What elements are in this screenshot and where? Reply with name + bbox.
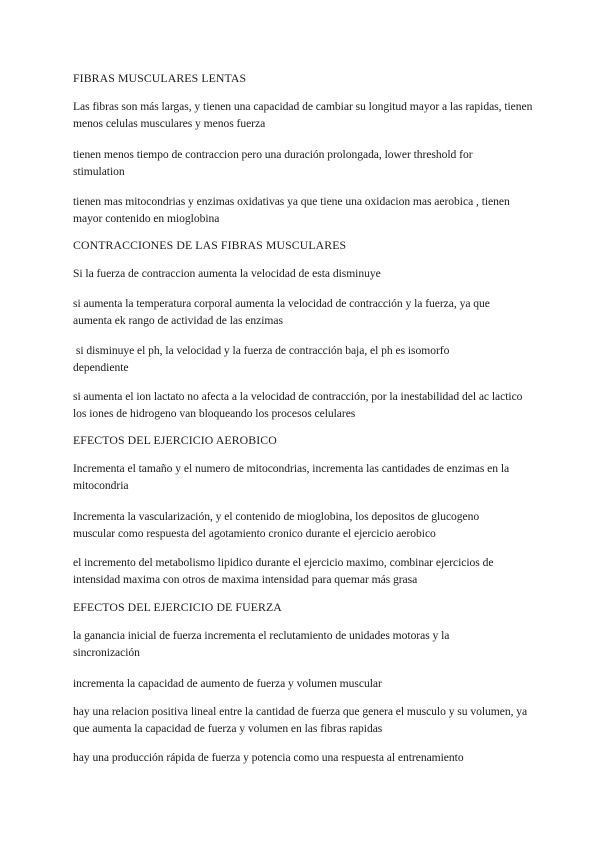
paragraph: hay una producción rápida de fuerza y potencia como una respuesta al entrenamiento bbox=[73, 751, 464, 764]
section-heading: FIBRAS MUSCULARES LENTAS bbox=[73, 71, 247, 85]
section-heading: EFECTOS DEL EJERCICIO DE FUERZA bbox=[73, 600, 282, 614]
paragraph: hay una relacion positiva lineal entre la cantidad de fuerza que genera el musculo y su volumen, ya que aumenta la capacidad de fuerza y volumen en las fibras rapidas bbox=[73, 705, 528, 735]
paragraph: incrementa la capacidad de aumento de fuerza y volumen muscular bbox=[73, 677, 382, 690]
paragraph: tienen menos tiempo de contraccion pero una duración prolongada, lower threshold for stimulation bbox=[73, 148, 473, 178]
paragraph: el incremento del metabolismo lipidico durante el ejercicio maximo, combinar ejercicios de intensidad maxima con otros de maxima intensidad para quemar más grasa bbox=[73, 556, 494, 586]
paragraph: si aumenta el ion lactato no afecta a la velocidad de contracción, por la inestabilidad del ac lactico los iones de hidrogeno van bloqueando los procesos celulares bbox=[73, 390, 523, 420]
paragraph: Incrementa la vascularización, y el contenido de mioglobina, los depositos de glucogeno muscular como respuesta del agotamiento cronico durante el ejercicio aerobico bbox=[73, 510, 480, 540]
paragraph: Si la fuerza de contraccion aumenta la velocidad de esta disminuye bbox=[73, 267, 381, 280]
paragraph: si disminuye el ph, la velocidad y la fuerza de contracción baja, el ph es isomorfo dependiente bbox=[73, 344, 453, 374]
paragraph: tienen mas mitocondrias y enzimas oxidativas ya que tiene una oxidacion mas aerobica , tienen mayor contenido en mioglobina bbox=[73, 195, 510, 225]
paragraph: si aumenta la temperatura corporal aumenta la velocidad de contracción y la fuerza, ya que aumenta ek rango de actividad de las enzimas bbox=[73, 297, 490, 327]
section-heading: EFECTOS DEL EJERCICIO AEROBICO bbox=[73, 433, 277, 447]
paragraph: Incrementa el tamaño y el numero de mitocondrias, incrementa las cantidades de enzimas en la mitocondria bbox=[73, 462, 510, 492]
section-heading: CONTRACCIONES DE LAS FIBRAS MUSCULARES bbox=[73, 238, 347, 252]
paragraph: Las fibras son más largas, y tienen una capacidad de cambiar su longitud mayor a las rapidas, tienen menos celulas musculares y menos fuerza bbox=[73, 100, 533, 130]
paragraph: la ganancia inicial de fuerza incrementa el reclutamiento de unidades motoras y la sincronización bbox=[73, 629, 450, 659]
